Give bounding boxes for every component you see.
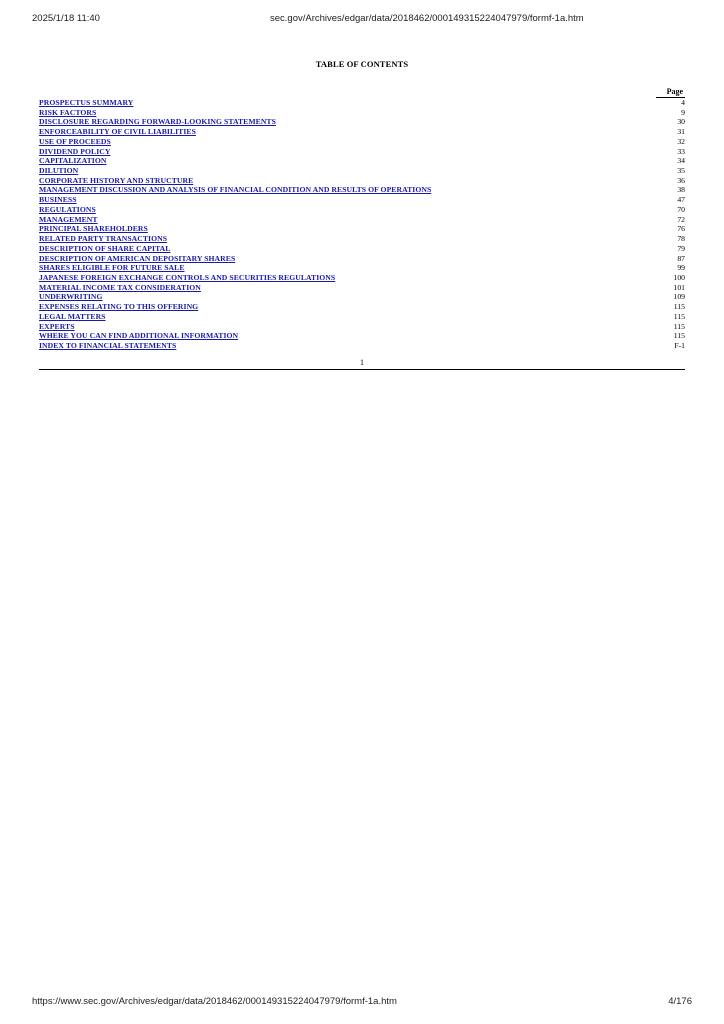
toc-entry-page: 76	[677, 224, 685, 234]
toc-row	[39, 312, 685, 322]
toc-entry-page: 70	[677, 204, 685, 214]
toc-row	[39, 283, 685, 293]
toc-entry-page: 115	[673, 331, 685, 341]
print-page-title: sec.gov/Archives/edgar/data/2018462/000149315224047979/formf-1a.htm	[270, 13, 584, 24]
page-column-label: Page	[656, 87, 685, 98]
toc-entry-page: 38	[677, 185, 685, 195]
toc-row	[39, 108, 685, 118]
toc-row	[39, 166, 685, 176]
toc-entry-page: 100	[673, 272, 685, 282]
toc-row	[39, 244, 685, 254]
toc-entry-link[interactable]: INDEX TO FINANCIAL STATEMENTS	[39, 340, 177, 350]
print-datetime: 2025/1/18 11:40	[32, 13, 100, 24]
toc-entry-page: 33	[677, 146, 685, 156]
toc-entry-page: 72	[677, 214, 685, 224]
toc-entry-page: 79	[677, 243, 685, 253]
toc-entry-page: 115	[673, 302, 685, 312]
toc-row	[39, 224, 685, 234]
toc-entry-page: 115	[673, 311, 685, 321]
toc-row	[39, 147, 685, 157]
document-page	[39, 58, 685, 370]
toc-entry-link[interactable]: EXPERTS	[39, 321, 75, 331]
toc-entry-link[interactable]: LEGAL MATTERS	[39, 311, 106, 321]
toc-entry-page: 99	[677, 263, 685, 273]
toc-row	[39, 195, 685, 205]
toc-row	[39, 322, 685, 332]
toc-entry-page: 47	[677, 195, 685, 205]
toc-entry-page: 32	[677, 136, 685, 146]
toc-entry-link[interactable]: UNDERWRITING	[39, 292, 103, 302]
toc-entry-link[interactable]: RELATED PARTY TRANSACTIONS	[39, 234, 168, 244]
toc-entry-link[interactable]: PROSPECTUS SUMMARY	[39, 98, 134, 107]
toc-row	[39, 331, 685, 341]
toc-entry-link[interactable]: DIVIDEND POLICY	[39, 146, 111, 156]
toc-entry-page: 30	[677, 117, 685, 127]
page-break-rule	[39, 369, 685, 370]
toc-row	[39, 185, 685, 195]
toc-row	[39, 137, 685, 147]
toc-entry-link[interactable]: DISCLOSURE REGARDING FORWARD-LOOKING STATEMENTS	[39, 117, 276, 127]
print-footer	[0, 996, 724, 1010]
page-column-header	[39, 87, 685, 98]
toc-row	[39, 273, 685, 283]
toc-entry-link[interactable]: CAPITALIZATION	[39, 156, 107, 166]
toc-row	[39, 302, 685, 312]
toc-row	[39, 263, 685, 273]
print-header	[0, 13, 724, 27]
toc-entry-link[interactable]: JAPANESE FOREIGN EXCHANGE CONTROLS AND SECURITIES REGULATIONS	[39, 272, 336, 282]
toc-entry-page: 101	[673, 282, 685, 292]
toc-entry-page: F-1	[674, 340, 685, 350]
page-number: 1	[360, 357, 364, 367]
toc-entry-link[interactable]: WHERE YOU CAN FIND ADDITIONAL INFORMATION	[39, 331, 239, 341]
toc-entry-link[interactable]: DESCRIPTION OF SHARE CAPITAL	[39, 243, 171, 253]
toc-row	[39, 176, 685, 186]
toc-entry-link[interactable]: MATERIAL INCOME TAX CONSIDERATION	[39, 282, 201, 292]
toc-entry-link[interactable]: MANAGEMENT	[39, 214, 98, 224]
print-url: https://www.sec.gov/Archives/edgar/data/2018462/000149315224047979/formf-1a.htm	[32, 996, 397, 1007]
toc-entry-link[interactable]: MANAGEMENT DISCUSSION AND ANALYSIS OF FINANCIAL CONDITION AND RESULTS OF OPERATIONS	[39, 185, 432, 195]
toc-entry-page: 109	[673, 292, 685, 302]
toc-entry-page: 36	[677, 175, 685, 185]
toc-entry-page: 87	[677, 253, 685, 263]
toc-entry-link[interactable]: CORPORATE HISTORY AND STRUCTURE	[39, 175, 194, 185]
toc-row	[39, 127, 685, 137]
toc-row	[39, 341, 685, 351]
toc-entry-link[interactable]: PRINCIPAL SHAREHOLDERS	[39, 224, 148, 234]
toc-entry-link[interactable]: DESCRIPTION OF AMERICAN DEPOSITARY SHARES	[39, 253, 236, 263]
toc-title: TABLE OF CONTENTS	[315, 59, 409, 69]
toc-entry-link[interactable]: EXPENSES RELATING TO THIS OFFERING	[39, 302, 199, 312]
toc-row	[39, 156, 685, 166]
toc-entry-link[interactable]: SHARES ELIGIBLE FOR FUTURE SALE	[39, 263, 185, 273]
toc-row	[39, 254, 685, 264]
toc-row	[39, 205, 685, 215]
toc-entry-link[interactable]: DILUTION	[39, 166, 79, 176]
toc-row	[39, 98, 685, 108]
toc-row	[39, 117, 685, 127]
toc-entry-page: 35	[677, 166, 685, 176]
print-page-counter: 4/176	[668, 996, 692, 1007]
toc-entry-page: 4	[681, 98, 685, 107]
toc-list	[39, 98, 685, 351]
toc-entry-link[interactable]: BUSINESS	[39, 195, 77, 205]
toc-row	[39, 215, 685, 225]
toc-entry-page: 34	[677, 156, 685, 166]
toc-entry-link[interactable]: ENFORCEABILITY OF CIVIL LIABILITIES	[39, 127, 196, 137]
toc-entry-link[interactable]: USE OF PROCEEDS	[39, 136, 111, 146]
toc-entry-page: 115	[673, 321, 685, 331]
toc-row	[39, 292, 685, 302]
toc-entry-page: 31	[677, 127, 685, 137]
toc-row	[39, 234, 685, 244]
toc-entry-link[interactable]: REGULATIONS	[39, 204, 96, 214]
toc-entry-page: 9	[681, 107, 685, 117]
toc-entry-page: 78	[677, 234, 685, 244]
toc-entry-link[interactable]: RISK FACTORS	[39, 107, 97, 117]
